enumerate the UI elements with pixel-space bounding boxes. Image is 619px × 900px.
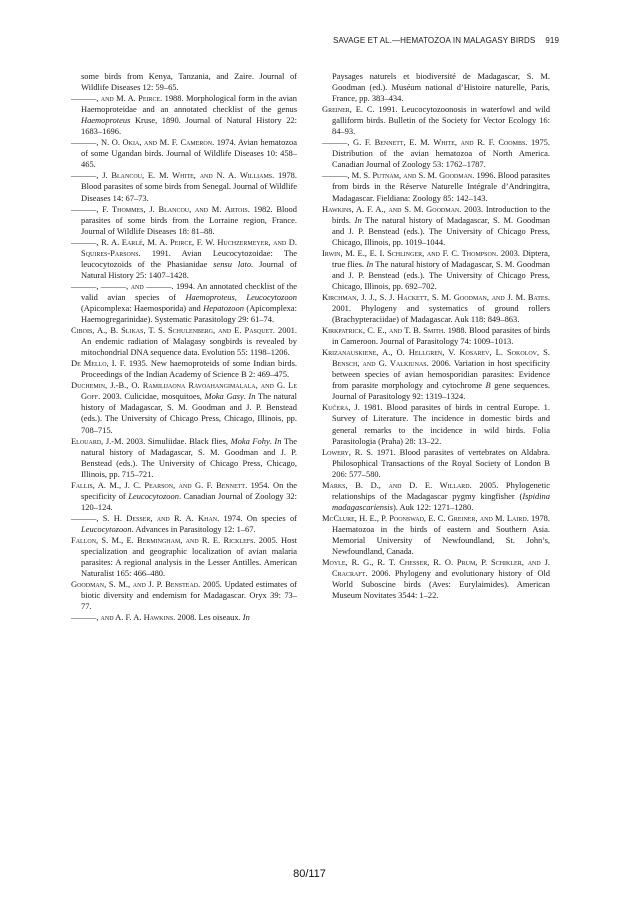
author-names: Fallon, S. M., E. Bermingham, and R. E. Ricklefs (71, 534, 254, 545)
italic-text: Hepatozoon (203, 302, 244, 313)
references-left-column (71, 71, 297, 623)
reference-text: ). Auk 122: 1271–1280. (392, 501, 474, 512)
reference-text: gene sequences. Journal of Parasitology 92: 1319–1324. (332, 380, 550, 402)
reference-text: ———, (71, 203, 103, 214)
italic-text: In (354, 214, 362, 225)
reference-entry (71, 612, 297, 623)
reference-entry (322, 137, 551, 170)
italic-text: In (274, 435, 282, 446)
author-names: Krizanauskiene, A., O. Hellgren, V. Kosarev, L. Sokolov, S. Bensch, and G. Valkiunas (322, 347, 550, 369)
italic-text: Haemoproteus, Leucocytozoon (185, 291, 297, 302)
reference-text: The natural history of Madagascar, S. M. Goodman and J. P. Benstead (eds.). The University of Chicago Press, Chicago, Illinois, pp. 1019–1044. (332, 214, 550, 247)
reference-text: . 1974. On species of (217, 512, 297, 523)
running-header (306, 36, 559, 45)
page-number: 919 (545, 36, 559, 45)
reference-continuation (81, 71, 297, 93)
author-names: Duchemin, J.-B., O. Ramilijaona Ravoahangimalala, and G. Le Goff (71, 380, 297, 402)
reference-text: . 1978. Haematozoa in the birds of eastern and Southern Asia. Memorial University of Newfoundland, St. John’s, Newfoundland, Canada. (332, 512, 551, 557)
running-title: SAVAGE ET AL.—HEMATOZOA IN MALAGASY BIRDS (332, 36, 536, 45)
reference-entry (71, 435, 298, 480)
reference-text: . 1982. Blood parasites of some birds from the Lorraine region, France. Journal of Wildlife Diseases 18: 81–88. (81, 203, 297, 236)
reference-text: (Apicomplexa: Haemosporida) and (81, 302, 204, 313)
author-names: Lowery, R. S. (322, 446, 374, 457)
reference-text: . 2005. Updated estimates of biotic diversity and endemism for Madagascar. Oryx 39: 73–77. (81, 579, 297, 612)
reference-text: ———. 1994. An annotated checklist of the valid avian species of (81, 280, 297, 302)
reference-text: ———, (71, 93, 101, 104)
italic-text: Leucocytozoon (128, 490, 179, 501)
author-names: R. A. Earlé, M. A. Peirce, F. W. Huchzermeyer, and D. Squires-Parsons (81, 236, 297, 258)
reference-text: The natural history of Madagascar, S. M. Goodman and J. P. Benstead (eds.). The University of Chicago Press, Chicago, Illinois, pp. 715–721. (81, 435, 298, 479)
author-names: De Mello, I. F. (71, 358, 126, 369)
author-names: Fallis, A. M., J. C. Pearson, and G. F. Bennett (71, 479, 246, 490)
reference-text: . 1988. Blood parasites of birds in Cameroon. Journal of Parasitology 74: 1009–1013. (332, 325, 551, 347)
reference-text: (Apicomplexa: Haemogregarinidae). Systematic Parasitology 29: 61–74. (81, 302, 297, 325)
reference-entry (322, 402, 550, 446)
author-names: Kučera, J. (322, 402, 360, 413)
reference-text: ———, ———, (71, 280, 131, 291)
reference-text: Kruse, 1890. Journal of Natural History 22: 1683–1696. (81, 115, 297, 137)
author-names: and A. F. A. Hawkins (100, 612, 174, 623)
author-names: M. S. Putnam, and S. M. Goodman (351, 170, 473, 181)
author-names: Hawkins, A. F. A., and S. M. Goodman (322, 203, 460, 214)
author-names: Irwin, M. E., E. I. Schlinger, and F. C. Thompson (322, 247, 497, 258)
reference-text: . 1954. On the specificity of (81, 479, 297, 501)
author-names: Kirchman, J. J., S. J. Hackett, S. M. Goodman, and J. M. Bates (322, 291, 548, 302)
reference-text: . 1974. Avian hematozoa of some Ugandan birds. Journal of Wildlife Diseases 10: 458–465. (81, 137, 298, 170)
author-names: Elouard, J.-M. (71, 435, 124, 446)
reference-text: . Journal of Natural History 25: 1407–1428. (81, 258, 297, 280)
author-names: McClure, H. E., P. Poonswad, E. C. Greiner, and M. Laird (322, 512, 527, 523)
italic-text: B (485, 380, 491, 391)
reference-entry (71, 534, 297, 579)
author-names: Moyle, R. G., R. T. Chesser, R. O. Prum, P. Schikler, and J. Cracraft (322, 557, 550, 579)
reference-text: . 2001. An endemic radiation of Malagasy songbirds is revealed by mitochondrial DNA sequence data. Evolution 55: 1198–1206. (81, 325, 298, 358)
author-names: F. Thommes, J. Blancou, and M. Artois (102, 203, 248, 214)
reference-entry (71, 579, 297, 612)
reference-entry (322, 247, 550, 292)
reference-entry (71, 170, 297, 203)
reference-entry (71, 380, 297, 435)
author-names: and M. A. Peirce (100, 93, 161, 104)
italic-text: Moka Fohy (230, 435, 270, 446)
reference-text: . 2005. Host specialization and geographic localization of avian malaria parasites: A regional analysis in the Lesser Antilles. American Naturalist 165: 466–480. (81, 534, 297, 579)
reference-text: . 2006. Variation in host specificity between species of avian hemosporidian parasites: Evidence from parasite morphology and cytochrome (332, 358, 551, 391)
reference-entry (71, 280, 297, 325)
reference-entry (71, 236, 297, 281)
reference-text: . 1988. Morphological form in the avian Haemoproteidae and an annotated checklist of the genus (81, 93, 298, 115)
author-names: Goodman, S. M., and J. P. Benstead (71, 579, 199, 590)
reference-text: . 1975. Distribution of the avian hematozoa of North America. Canadian Journal of Zoology 53: 1762–1787. (332, 137, 551, 170)
reference-text: 2003. Simuliidae. Black flies, (123, 435, 231, 446)
italic-text: Leucocytozoon (81, 523, 132, 534)
author-names: J. Blancou, E. M. White, and N. A. Williams (102, 170, 273, 181)
reference-text: . Advances in Parasitology 12: 1–67. (131, 523, 256, 534)
reference-text: some birds from Kenya, Tanzania, and Zaire. Journal of Wildlife Diseases 12: 59–65. (81, 71, 297, 93)
italic-text: In (366, 258, 374, 269)
reference-text: . (269, 435, 275, 446)
italic-text: Moka Gasy (204, 391, 244, 402)
reference-entry (322, 203, 550, 248)
author-names: Marks, B. D., and D. E. Willard (322, 479, 470, 490)
reference-text: ———, (71, 612, 101, 623)
reference-text: . 2006. Phylogeny and evolutionary history of Old World Suboscine birds (Aves: Eurylaimides). American Museum Novitates 3544: 1–22. (332, 568, 550, 601)
reference-text: 1991. Leucocytozoonosis in waterfowl and wild galliform birds. Bulletin of the Society for Vector Ecology 16: 84–93. (332, 104, 550, 137)
reference-entry (322, 170, 551, 203)
reference-entry (322, 104, 550, 137)
reference-entry (71, 93, 298, 137)
author-names: N. O. Okia, and M. F. Cameron (101, 137, 213, 148)
reference-text: . 2003. Culicidae, mosquitoes, (98, 391, 205, 402)
reference-text: The natural history of Madagascar, S. M. Goodman and J. P. Benstead (eds.). The University of Chicago Press, Chicago, Illinois, pp. 708–715. (81, 391, 297, 435)
author-names: Greiner, E. C. (322, 104, 375, 115)
reference-text: The natural history of Madagascar, S. M. Goodman and J. P. Benstead (eds.). The University of Chicago Press, Chicago, Illinois, pp. 692–702. (332, 258, 550, 291)
reference-text: . 2003. Diptera, true flies. (332, 247, 550, 269)
reference-text: 1935. New haemoproteids of some Indian birds. Proceedings of the Indian Academy of Science B 2: 469–475. (81, 358, 297, 380)
italic-text: Ispidina madagascariensis (332, 490, 550, 512)
italic-text: sensu lato (213, 258, 252, 269)
reference-text: . 1978. Blood parasites of some birds from Senegal. Journal of Wildlife Diseases 14: 67–73. (81, 170, 297, 203)
reference-text: ———, (71, 236, 102, 247)
reference-text: . Canadian Journal of Zoology 32: 120–124. (81, 490, 297, 512)
reference-entry (71, 137, 298, 170)
reference-text: . 1991. Avian Leucocytozoidae: The leucocytozoids of the Phasianidae (81, 247, 297, 269)
reference-text: 1971. Blood parasites of vertebrates on Aldabra. Philosophical Transactions of the Royal Society of London B 206: 577–580. (332, 446, 550, 479)
reference-entry (322, 291, 550, 325)
reference-entry (322, 347, 551, 402)
reference-entry (71, 358, 297, 380)
reference-text: ———, (71, 137, 101, 148)
italic-text: In (242, 612, 250, 623)
italic-text: In (248, 391, 256, 402)
reference-entry (322, 446, 550, 480)
reference-entry (322, 325, 551, 347)
reference-continuation (332, 71, 550, 104)
reference-text: . (243, 391, 249, 402)
reference-entry (71, 203, 297, 237)
reference-text: . 1996. Blood parasites from birds in the Réserve Naturelle Intégrale d’Andringitra, Madagascar. Fieldiana: Zoology 85: 142–143. (332, 170, 551, 203)
reference-text: . 2003. Introduction to the birds. (332, 203, 550, 225)
reference-entry (71, 479, 297, 513)
page-counter: 80/117 (293, 868, 326, 880)
reference-text: . 2005. Phylogenetic relationships of the Madagascar pygmy kingfisher ( (332, 479, 550, 501)
reference-entry (322, 557, 550, 601)
reference-text: Paysages naturels et biodiversité de Madagascar, S. M. Goodman (ed.). Muséum national d’Histoire naturelle, Paris, France, pp. 383–434. (332, 71, 550, 104)
references-right-column (322, 71, 550, 601)
author-names: S. H. Desser, and R. A. Khan (102, 512, 218, 523)
author-names: and (130, 280, 144, 291)
reference-entry (322, 479, 550, 513)
reference-text: ———, (322, 137, 354, 148)
reference-text: ———, (71, 512, 103, 523)
reference-text: ———, (71, 170, 103, 181)
italic-text: Haemoproteus (81, 115, 131, 126)
reference-text: . 2001. Phylogeny and systematics of ground rollers (Brachypteraciidae) of Madagascar. Auk 118: 849–863. (332, 291, 550, 325)
reference-entry (71, 512, 297, 535)
reference-entry (71, 325, 298, 358)
author-names: G. F. Bennett, E. M. White, and R. F. Coombs (353, 137, 526, 148)
author-names: Cibois, A., B. Slikas, T. S. Schulenberg, and E. Pasquet (71, 325, 273, 336)
reference-text: . 2008. Les oiseaux. (173, 612, 243, 623)
reference-entry (322, 512, 551, 557)
reference-text: ———, (322, 170, 352, 181)
reference-text: 1981. Blood parasites of birds in central Europe. 1. Survey of Literature. The incidence in domestic birds and general remarks to the incidence in wild birds. Folia Parasitologia (Praha) 28: 13–22. (332, 402, 550, 446)
author-names: Kirkpatrick, C. E., and T. B. Smith (322, 325, 444, 336)
